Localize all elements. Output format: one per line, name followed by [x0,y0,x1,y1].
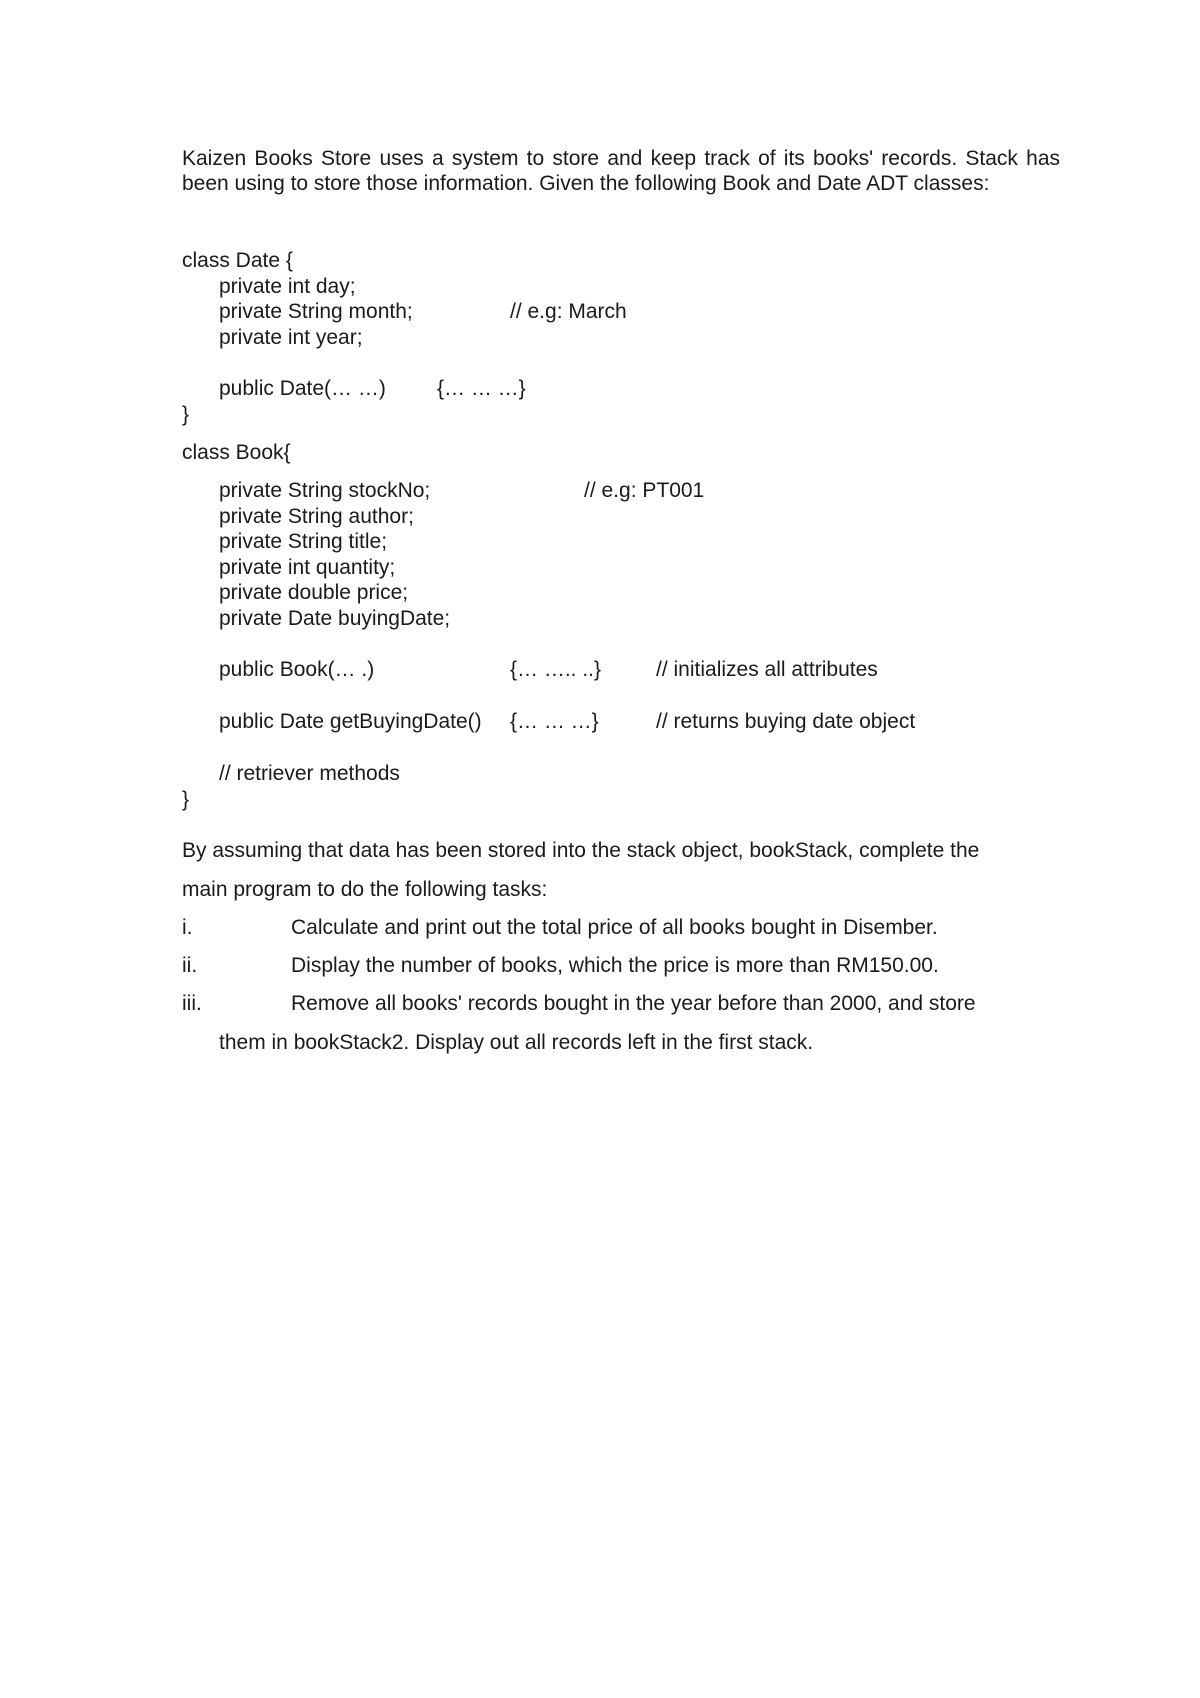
book-constructor-body: {… ….. ..} [510,658,602,681]
date-field-year: private int year; [219,326,363,349]
date-field-month: private String month; [219,300,413,323]
book-class-header: class Book{ [182,441,291,464]
book-field-stockno: private String stockNo; [219,479,431,502]
task-2-text: Display the number of books, which the price is more than RM150.00. [291,954,939,977]
book-retriever-comment: // retriever methods [219,762,400,785]
task-3-continuation: them in bookStack2. Display out all records left in the first stack. [219,1031,814,1054]
book-field-buyingdate: private Date buyingDate; [219,607,451,630]
task-1-number: i. [182,916,193,939]
intro-paragraph: Kaizen Books Store uses a system to store and keep track of its books' records. Stack has been using to store those information. Given the following Book and Date ADT classes: [182,147,1060,195]
book-field-author: private String author; [219,505,414,528]
date-class-header: class Date { [182,249,293,272]
task-intro-line1: By assuming that data has been stored into the stack object, bookStack, complete the [182,839,980,862]
task-intro-line2: main program to do the following tasks: [182,878,548,901]
date-month-comment: // e.g: March [510,300,627,323]
book-field-price: private double price; [219,581,409,604]
book-field-title: private String title; [219,530,388,553]
date-field-day: private int day; [219,275,356,298]
book-constructor-comment: // initializes all attributes [656,658,878,681]
task-3-number: iii. [182,992,202,1015]
book-getter-comment: // returns buying date object [656,710,916,733]
task-3-text: Remove all books' records bought in the year before than 2000, and store [291,992,976,1015]
book-field-quantity: private int quantity; [219,556,396,579]
book-getter-body: {… … …} [510,710,599,733]
date-constructor: public Date(… …) [219,377,386,400]
date-constructor-body: {… … …} [437,377,526,400]
book-constructor: public Book(… .) [219,658,375,681]
date-class-close: } [182,403,190,426]
task-1-text: Calculate and print out the total price of all books bought in Disember. [291,916,938,939]
book-stockno-comment: // e.g: PT001 [584,479,705,502]
book-class-close: } [182,788,190,811]
task-2-number: ii. [182,954,198,977]
book-getter: public Date getBuyingDate() [219,710,482,733]
